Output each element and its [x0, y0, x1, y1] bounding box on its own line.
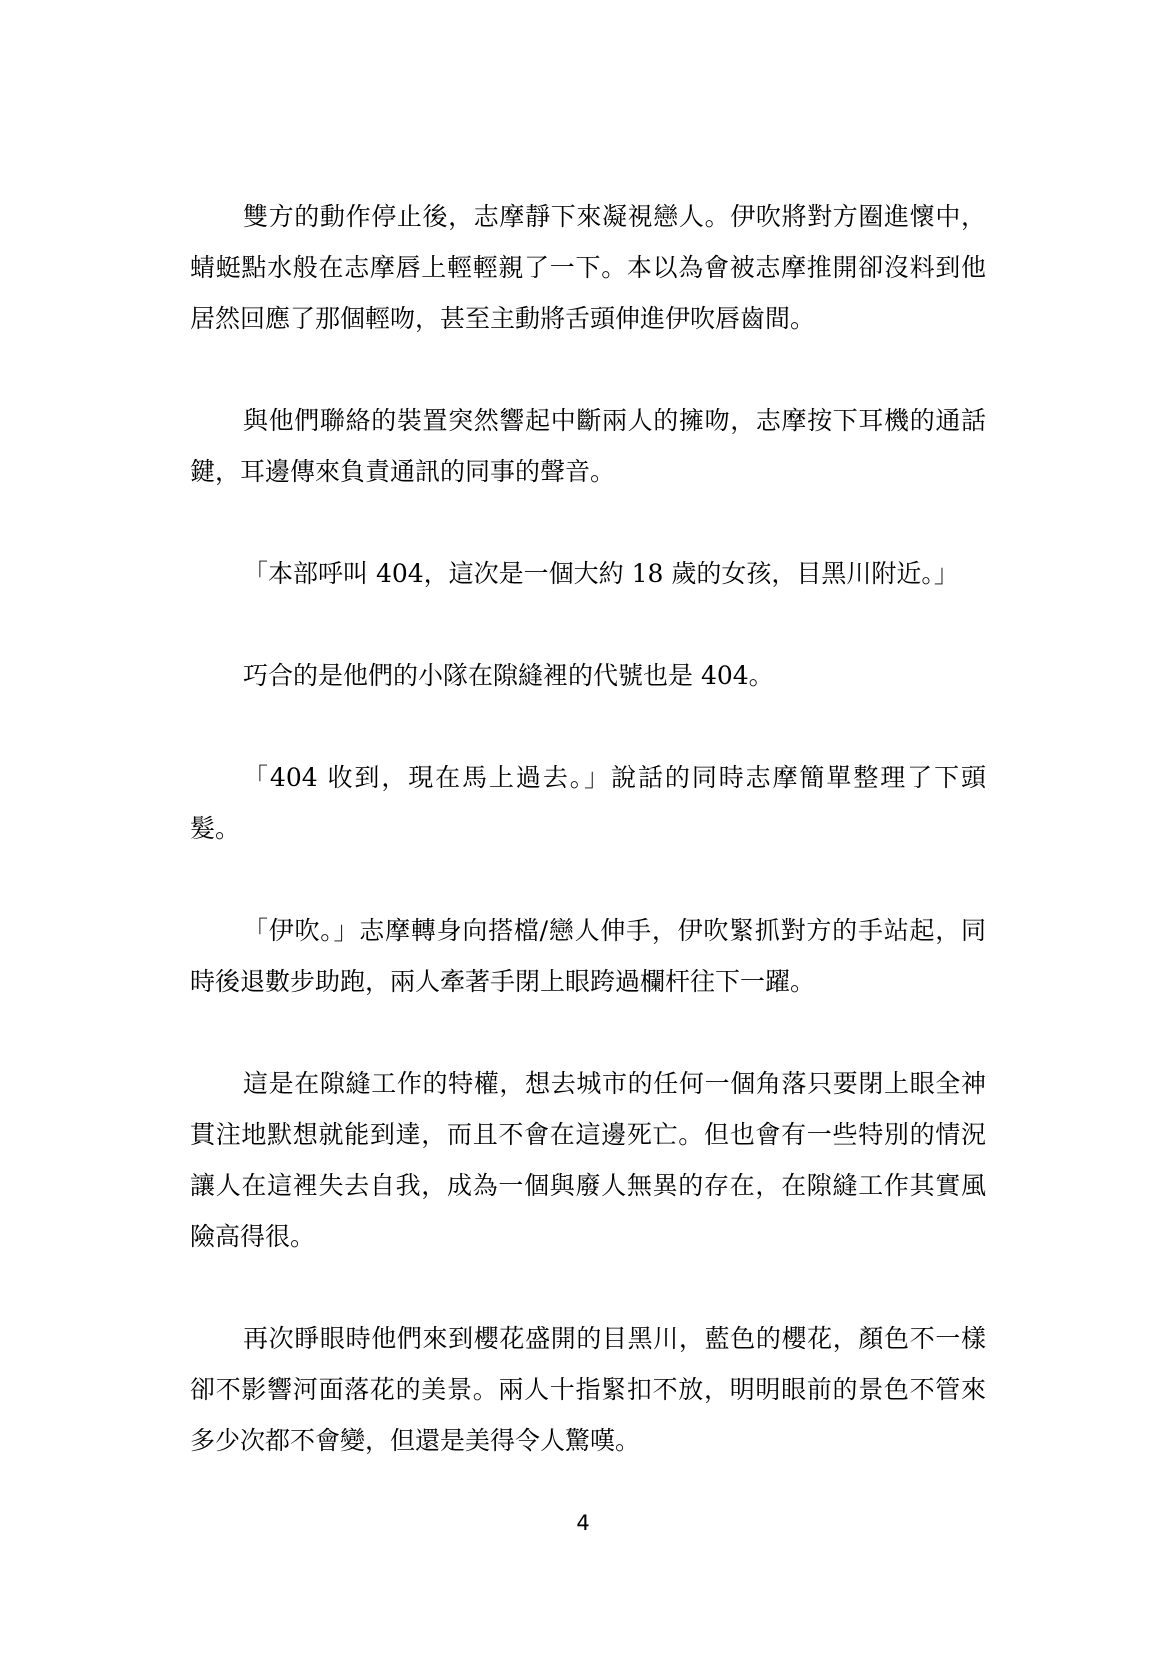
paragraph-5: 「404 收到，現在馬上過去。」說話的同時志摩簡單整理了下頭髮。: [190, 763, 986, 843]
page-body: [190, 191, 986, 1466]
paragraph-1: 雙方的動作停止後，志摩靜下來凝視戀人。伊吹將對方圈進懷中，蜻蜓點水般在志摩唇上輕輕親了一下。本以為會被志摩推開卻沒料到他居然回應了那個輕吻，甚至主動將舌頭伸進伊吹唇齒間。: [190, 202, 986, 333]
paragraph-2: 與他們聯絡的裝置突然響起中斷兩人的擁吻，志摩按下耳機的通話鍵，耳邊傳來負責通訊的同事的聲音。: [190, 406, 986, 486]
paragraph-8: 再次睜眼時他們來到櫻花盛開的目黑川，藍色的櫻花，顏色不一樣卻不影響河面落花的美景。兩人十指緊扣不放，明明眼前的景色不管來多少次都不會變，但還是美得令人驚嘆。: [190, 1324, 986, 1455]
paragraph-4: 巧合的是他們的小隊在隙縫裡的代號也是 404。: [243, 661, 774, 690]
paragraph-3: 「本部呼叫 404，這次是一個大約 18 歲的女孩，目黑川附近。」: [243, 559, 959, 588]
paragraph-6: 「伊吹。」志摩轉身向搭檔/戀人伸手，伊吹緊抓對方的手站起，同時後退數步助跑，兩人牽著手閉上眼跨過欄杆往下一躍。: [190, 916, 986, 996]
page-number: 4: [576, 1511, 590, 1535]
paragraph-7: 這是在隙縫工作的特權，想去城市的任何一個角落只要閉上眼全神貫注地默想就能到達，而且不會在這邊死亡。但也會有一些特別的情況讓人在這裡失去自我，成為一個與廢人無異的存在，在隙縫工作其實風險高得很。: [190, 1069, 986, 1251]
